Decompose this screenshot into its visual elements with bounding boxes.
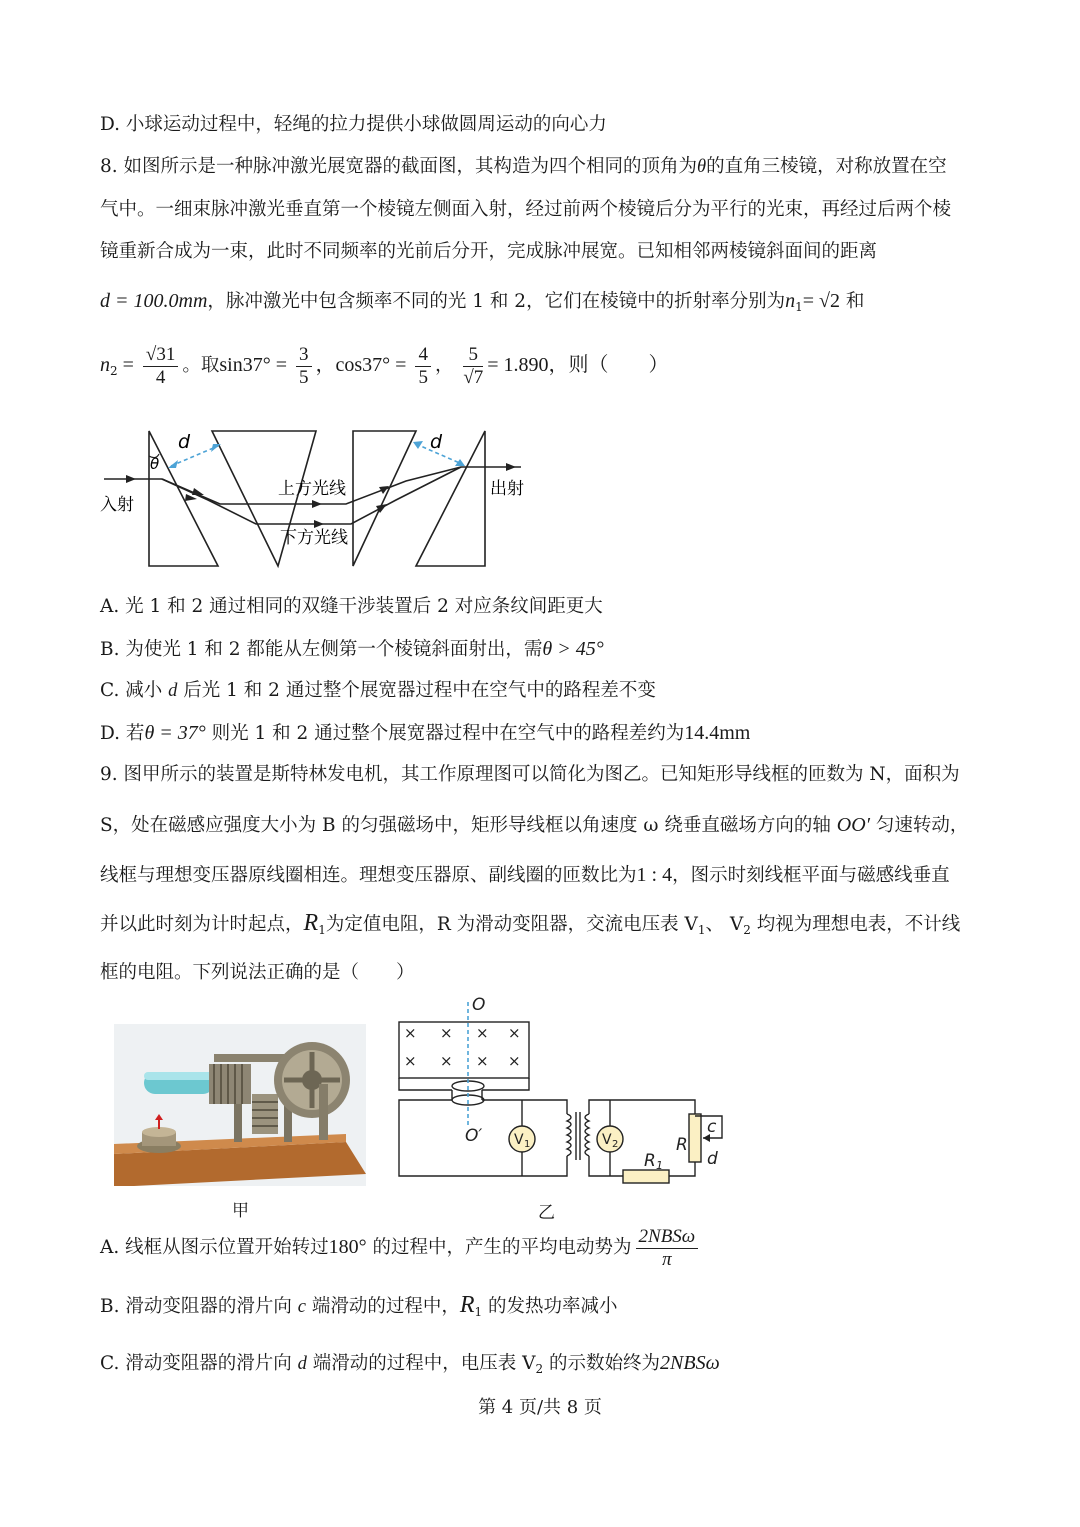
d-label-right: d [430, 431, 443, 453]
q8-stem-line2: 气中。一细束脉冲激光垂直第一个棱镜左侧面入射，经过前两个棱镜后分为平行的光束，再经过后两个棱 [100, 199, 952, 220]
label-v1: V [514, 1132, 524, 1148]
label-v2-sub: 2 [612, 1139, 619, 1150]
q8-stem-line3: 镜重新合成为一束，此时不同频率的光前后分开，完成脉冲展宽。已知相邻两棱镜斜面间的距离 [100, 241, 878, 262]
emf-fraction: $\frac{\text{2NBSω}}{\pi}$ [636, 1226, 699, 1271]
theta-label: θ [150, 455, 160, 473]
incident-label: 入射 [100, 495, 134, 515]
primary-coil [567, 1114, 571, 1156]
q8-stem-line4: d = 100.0mm，脉冲激光中包含频率不同的光 1 和 2，它们在棱镜中的折射率分别为$n_1= √2$ 和 [100, 290, 865, 314]
q9-stem-line4: 并以此时刻为计时起点，$R_1$为定值电阻，R 为滑动变阻器，交流电压表 $V_1$、 $V_2$ 均视为理想电表，不计线 [100, 910, 961, 937]
stirling-engine-photo [114, 1024, 366, 1186]
ratio-fraction: $\frac{5}{√7}$ [463, 343, 484, 388]
circuit-diagram [392, 996, 738, 1186]
field-cross: × [440, 1024, 453, 1042]
field-cross: × [404, 1052, 417, 1070]
prism-4 [416, 431, 485, 566]
label-r1: R [644, 1151, 656, 1171]
label-v2: V [602, 1132, 612, 1148]
upper-ray-label: 上方光线 [278, 479, 346, 499]
field-cross: × [476, 1052, 489, 1070]
wire-primary [399, 1100, 567, 1176]
wire-frame-right [482, 1078, 529, 1090]
caption-jia: 甲 [232, 1201, 249, 1221]
q9-stem-line5: 框的电阻。下列说法正确的是（ ） [100, 962, 415, 983]
q9-stem-line3: 线框与理想变压器原线圈相连。理想变压器原、副线圈的匝数比为1 : 4，图示时刻线框平面与磁感线垂直 [100, 864, 950, 886]
cos-fraction: $\frac{4}{5}$ [415, 344, 431, 389]
q8-stem-line1: 8. 如图所示是一种脉冲激光展宽器的截面图，其构造为四个相同的顶角为θ的直角三棱镜，对称放置在空 [100, 156, 947, 177]
label-o-prime: O′ [465, 1126, 483, 1146]
n2-fraction: $\frac{√31}{4}$ [143, 344, 178, 389]
sin-fraction: $\frac{3}{5}$ [296, 344, 312, 389]
d-label-left: d [178, 431, 191, 453]
field-cross: × [440, 1052, 453, 1070]
q9-stem-line1: 9. 图甲所示的装置是斯特林发电机，其工作原理图可以简化为图乙。已知矩形导线框的匝数为 N，面积为 [100, 764, 960, 785]
q8-option-d: D. 若θ = 37° 则光 1 和 2 通过整个展宽器过程中在空气中的路程差约为14.4mm [100, 722, 751, 744]
rheostat-r [689, 1114, 701, 1162]
q9-option-b: B. 滑动变阻器的滑片向 c 端滑动的过程中，$R_1$ 的发热功率减小 [100, 1292, 618, 1319]
q8-option-c: C. 减小 d 后光 1 和 2 通过整个展宽器过程中在空气中的路程差不变 [100, 680, 656, 701]
label-d: d [707, 1149, 718, 1169]
q8-option-b: B. 为使光 1 和 2 都能从左侧第一个棱镜斜面射出，需θ > 45° [100, 638, 604, 660]
label-o: O [472, 996, 486, 1015]
page-footer: 第 4 页/共 8 页 [478, 1397, 602, 1418]
field-cross: × [508, 1052, 521, 1070]
q8-option-a: A. 光 1 和 2 通过相同的双缝干涉装置后 2 对应条纹间距更大 [100, 596, 603, 617]
lower-ray-label: 下方光线 [280, 528, 348, 548]
caption-yi: 乙 [538, 1203, 555, 1223]
field-cross: × [476, 1024, 489, 1042]
field-cross: × [508, 1024, 521, 1042]
secondary-coil [585, 1114, 589, 1156]
q9-option-c: C. 滑动变阻器的滑片向 d 端滑动的过程中，电压表 $V_2$ 的示数始终为2NBSω [100, 1352, 720, 1376]
q7-option-d: D. 小球运动过程中，轻绳的拉力提供小球做圆周运动的向心力 [100, 114, 607, 135]
q9-option-a: A. 线框从图示位置开始转过180° 的过程中，产生的平均电动势为 $\frac{\text{2NBSω}}{\pi}$ [100, 1224, 702, 1271]
q9-stem-line2: S，处在磁感应强度大小为 B 的匀强磁场中，矩形导线框以角速度 ω 绕垂直磁场方向的轴 OO′ 匀速转动， [100, 814, 969, 836]
label-c: c [707, 1117, 717, 1137]
wire-frame-left [399, 1078, 452, 1090]
label-r1-sub: 1 [656, 1159, 663, 1172]
exit-label: 出射 [490, 479, 524, 499]
q8-stem-line5: $n_2$ = $\frac{√31}{4}$ 。取sin37° = $\frac{3}{5}$ ，cos37° = $\frac{4}{5}$ ， $\frac{5}{√7}$ = 1.890，则（ ） [100, 343, 669, 388]
label-r: R [676, 1135, 688, 1155]
field-cross: × [404, 1024, 417, 1042]
label-v1-sub: 1 [524, 1139, 531, 1150]
prism-stretcher-figure [96, 424, 536, 574]
